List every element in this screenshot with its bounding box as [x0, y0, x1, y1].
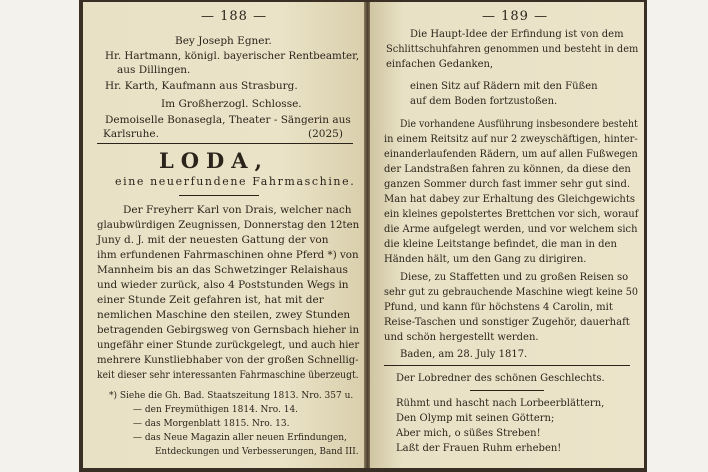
footnote-line: — den Freymüthigen 1814. Nro. 14. [133, 405, 299, 415]
body-line: Juny d. J. mit der neuesten Gattung der von [97, 234, 329, 246]
left-line: Hr. Hartmann, königl. bayerischer Rentbeamter, [105, 50, 360, 62]
left-line: Demoiselle Bonasegla, Theater - Sängerin aus [105, 114, 351, 126]
footnote-line: — das Neue Magazin aller neuen Erfindungen, [133, 433, 347, 443]
left-line: Bey Joseph Egner. [175, 35, 272, 47]
right-line: einanderlaufenden Rädern, um auf allen Fußwegen [384, 149, 638, 160]
divider-rule [384, 365, 630, 366]
short-rule [179, 195, 259, 196]
right-line: Schlittschuhfahren genommen und besteht in dem [386, 44, 639, 55]
right-line: Händen hält, um den Gang zu dirigiren. [384, 254, 587, 265]
right-line: die kleine Leitstange befindet, die man in den [384, 239, 617, 250]
right-line: in einem Reitsitz auf nur 2 zweyschäftigen, hinter- [384, 134, 638, 145]
right-line: sehr gut zu gebrauchende Maschine wiegt keine 50 [384, 287, 639, 298]
left-line: Karlsruhe. [103, 128, 159, 140]
left-page-number: — 188 — [201, 9, 268, 24]
right-line: auf dem Boden fortzustoßen. [410, 96, 558, 107]
footnote-line: Entdeckungen und Verbesserungen, Band III. [155, 447, 359, 457]
right-line: Die vorhandene Ausführung insbesondere besteht [400, 119, 638, 130]
left-line: aus Dillingen. [117, 64, 191, 76]
right-line: ein kleines gepolstertes Brettchen vor sich, worauf [384, 209, 639, 220]
footnote-line: — das Morgenblatt 1815. Nro. 13. [133, 419, 290, 429]
body-line: Mannheim bis an das Schwetzinger Relaishaus [97, 264, 348, 276]
poem-line: Den Olymp mit seinen Göttern; [396, 413, 555, 424]
body-line: Der Freyherr Karl von Drais, welcher nach [123, 204, 352, 216]
poem-line: Aber mich, o süßes Streben! [396, 428, 541, 439]
poem-line: Rühmt und hascht nach Lorbeerblättern, [396, 398, 605, 409]
divider-rule [97, 143, 353, 144]
body-line: betragenden Gebirgsweg von Gernsbach hieher in [97, 324, 360, 336]
body-line: glaubwürdigen Zeugnissen, Donnerstag den 12ten [97, 219, 360, 231]
left-page [83, 2, 365, 468]
dateline: Baden, am 28. July 1817. [400, 349, 528, 360]
right-line: ganzen Sommer durch fast immer sehr gut sind. [384, 179, 631, 190]
footnote-line: *) Siehe die Gh. Bad. Staatszeitung 1813. Nro. 357 u. [109, 391, 354, 401]
right-line: Reise-Taschen und sonstiger Zugehör, dauerhaft [384, 317, 630, 328]
body-line: und wieder zurück, also 4 Poststunden Wegs in [97, 279, 349, 291]
right-line: der Landstraßen fahren zu können, da diese den [384, 164, 631, 175]
right-line: und schön hergestellt werden. [384, 332, 539, 343]
right-page-number: — 189 — [482, 9, 549, 24]
body-line: keit dieser sehr interessanten Fahrmaschine überzeugt. [97, 369, 359, 381]
body-line: ungefähr einer Stunde zurückgelegt, und auch hier [97, 339, 360, 351]
right-line: einen Sitz auf Rädern mit den Füßen [410, 81, 598, 92]
left-line: Hr. Karth, Kaufmann aus Strasburg. [105, 80, 298, 92]
body-line: nemlichen Maschine den steilen, zwey Stunden [97, 309, 351, 321]
poem-title: Der Lobredner des schönen Geschlechts. [396, 373, 605, 384]
body-line: einer Stunde Zeit gefahren ist, hat mit der [97, 294, 324, 306]
short-rule [470, 390, 544, 391]
right-line: einfachen Gedanken, [386, 59, 494, 70]
right-line: Man hat dabey zur Erhaltung des Gleichgewichts [384, 194, 636, 205]
poem-line: Laßt der Frauen Ruhm erheben! [396, 443, 562, 454]
body-line: ihm erfundenen Fahrmaschinen ohne Pferd *) von [97, 249, 359, 261]
right-line: die Arme aufgelegt werden, und vor welchem sich [384, 224, 638, 235]
body-line: mehrere Kunstliebhaber von der großen Schnellig- [97, 354, 359, 366]
article-subtitle: eine neuerfundene Fahrmaschine. [115, 175, 356, 188]
right-line: Die Haupt-Idee der Erfindung ist von dem [410, 29, 624, 40]
left-line: Im Großherzogl. Schlosse. [161, 98, 302, 110]
right-page [370, 2, 644, 468]
article-title: LODA, [159, 148, 269, 173]
right-line: Pfund, und kann für höchstens 4 Carolin, mit [384, 302, 613, 313]
right-line: Diese, zu Staffetten und zu großen Reisen so [400, 272, 629, 283]
entry-number: (2025) [308, 128, 343, 140]
